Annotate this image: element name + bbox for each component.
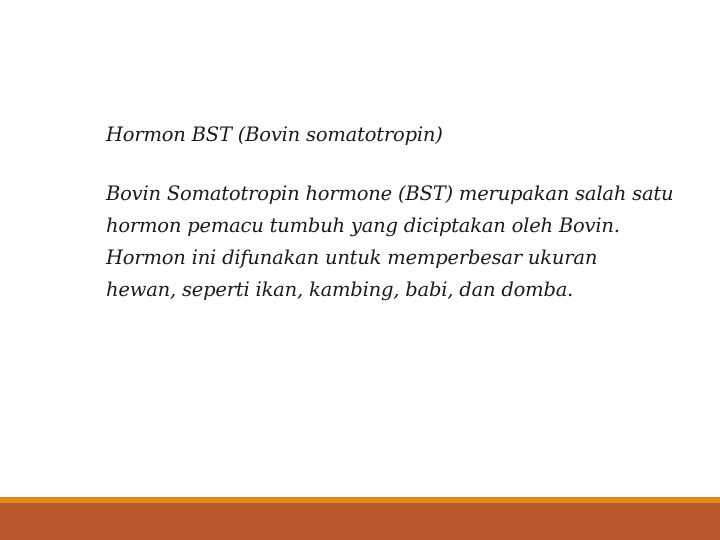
slide-title: Hormon BST (Bovin somatotropin) — [106, 123, 443, 146]
slide-content — [106, 120, 674, 306]
footer-bar — [0, 503, 720, 540]
body-line: hormon pemacu tumbuh yang diciptakan oleh Bovin. — [106, 214, 620, 237]
body-line: hewan, seperti ikan, kambing, babi, dan domba. — [106, 278, 574, 301]
body-line: Hormon ini difunakan untuk memperbesar ukuran — [106, 246, 598, 269]
slide-body — [106, 178, 674, 306]
body-line: Bovin Somatotropin hormone (BST) merupakan salah satu — [106, 182, 674, 205]
